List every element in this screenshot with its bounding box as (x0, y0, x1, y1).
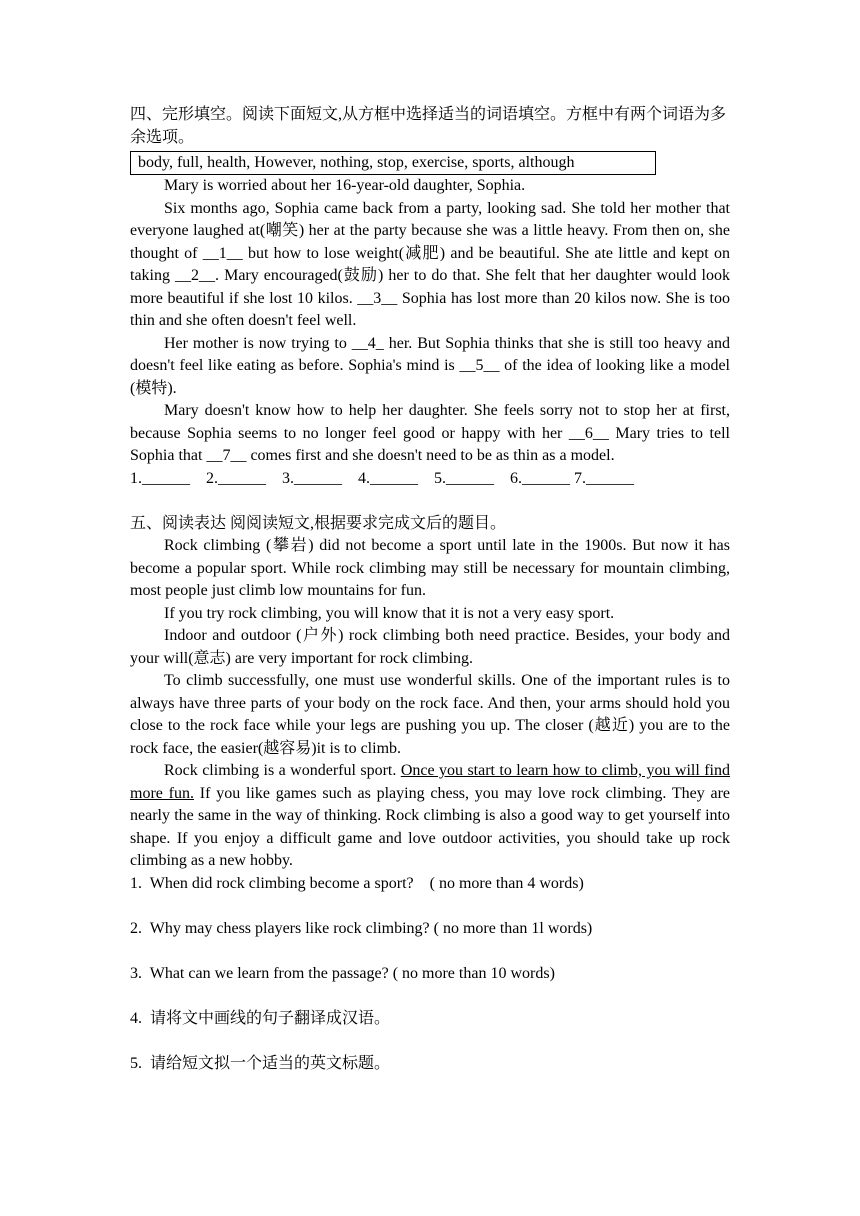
answer-space-3[interactable] (130, 985, 730, 1008)
reading-paragraph-1: Rock climbing (攀岩) did not become a sport until late in the 1900s. But now it has become a popular sport. While rock climbing may still be necessary for mountain climbing, most people just climb low mountains for fun. (130, 537, 730, 599)
question-2: 2. Why may chess players like rock climbing? ( no more than 1l words) (130, 919, 593, 937)
word-bank-box: body, full, health, However, nothing, stop, exercise, sports, although (130, 151, 656, 175)
reading-paragraph-2: If you try rock climbing, you will know that it is not a very easy sport. (164, 604, 615, 622)
answer-space-4[interactable] (130, 1030, 730, 1053)
cloze-paragraph-3: Her mother is now trying to __4_ her. But Sophia thinks that she is still too heavy and doesn't feel like eating as before. Sophia's mind is __5__ of the idea of looking like a model (模特). (130, 334, 730, 397)
cloze-answer-blanks: 1.______ 2.______ 3.______ 4.______ 5.______ 6.______ 7.______ (130, 469, 634, 487)
reading-paragraph-3: Indoor and outdoor (户外) rock climbing both need practice. Besides, your body and your will(意志) are very important for rock climbing. (130, 627, 730, 667)
reading-paragraph-5 (130, 760, 730, 873)
paragraph-5-rest: If you like games such as playing chess, you may love rock climbing. They are nearly the same in the way of thinking. Rock climbing is also a good way to get yourself into shape. If you enjoy a difficult game and love outdoor activities, you should take up rock climbing as a new hobby. (130, 784, 730, 869)
section-4-heading: 四、完形填空。阅读下面短文,从方框中选择适当的词语填空。方框中有两个词语为多余选项。 (130, 106, 727, 146)
question-1: 1. When did rock climbing become a sport? ( no more than 4 words) (130, 874, 584, 892)
answer-space-1[interactable] (130, 895, 730, 918)
question-3: 3. What can we learn from the passage? ( no more than 10 words) (130, 964, 555, 982)
cloze-paragraph-1: Mary is worried about her 16-year-old daughter, Sophia. (164, 177, 526, 194)
cloze-paragraph-4: Mary doesn't know how to help her daughter. She feels sorry not to stop her at first, because Sophia seems to no longer feel good or happy with her __6__ Mary tries to tell Sophia that __7__ comes first and she doesn't need to be as thin as a model. (130, 402, 730, 464)
answer-space-2[interactable] (130, 940, 730, 963)
question-4: 4. 请将文中画线的句子翻译成汉语。 (130, 1009, 391, 1027)
worksheet-page (130, 104, 730, 1075)
question-5: 5. 请给短文拟一个适当的英文标题。 (130, 1054, 391, 1072)
paragraph-5-lead: Rock climbing is a wonderful sport. (164, 762, 401, 779)
underlined-sentence: Once you start to learn how to climb, you will find more fun. (130, 762, 731, 802)
section-5-heading: 五、阅读表达 阅阅读短文,根据要求完成文后的题目。 (130, 514, 507, 532)
reading-paragraph-4: To climb successfully, one must use wonderful skills. One of the important rules is to always have three parts of your body on the rock face. And then, your arms should hold you close to the rock face while your legs are pushing you up. The closer (越近) you are to the rock face, the easier(越容易)it is to climb. (130, 672, 730, 757)
cloze-paragraph-2: Six months ago, Sophia came back from a party, looking sad. She told her mother that everyone laughed at(嘲笑) her at the party because she was a little heavy. From then on, she thought of __1__ but how to lose weight(减肥) and be beautiful. She ate little and kept on taking __2__. Mary encouraged(鼓励) her to do that. She felt that her daughter would look more beautiful if she lost 10 kilos. __3__ Sophia has lost more than 20 kilos now. She is too thin and she often doesn't feel well. (130, 199, 730, 329)
